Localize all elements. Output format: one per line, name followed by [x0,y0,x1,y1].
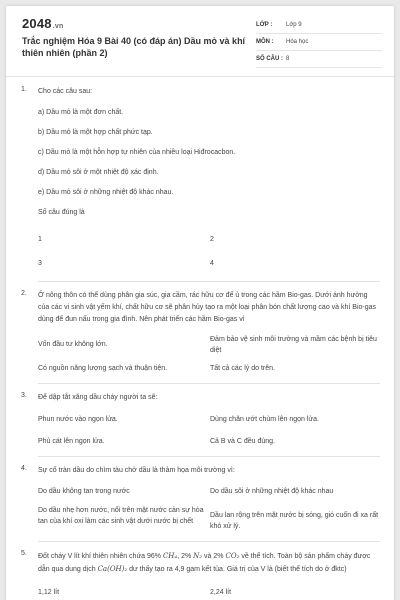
question-number: 4. [21,465,27,472]
question-text [38,550,380,576]
answer-option-d[interactable]: 4 [210,260,214,267]
logo-tld: .vn [52,23,64,30]
statement: b) Dầu mỏ là một hợp chất phức tạp. [38,129,153,136]
meta-row-count [256,51,382,68]
meta-row-subject [256,34,382,51]
question-divider [38,541,380,542]
answer-options [38,334,380,374]
question-divider [38,383,380,384]
answer-options [38,587,380,598]
meta-label: SỐ CÂU : [256,56,283,62]
question-text: Ở nông thôn có thể dùng phân gia súc, gia cầm, rác hữu cơ để ủ trong các hầm Bio-gas. Dưới ánh hưởng của các vi sinh vật yếm khí, chất hữu cơ sẽ phân hủy tạo ra một loại phân bón chất lượng cao và khí Bio-gas dùng để đun nấu trong gia đình. Nên phát triển các hầm Bio-gas vì [38,292,377,323]
meta-row-grade [256,17,382,34]
question-text-part: Đốt cháy V lít khí thiên nhiên chứa 96% [38,553,163,560]
formula-n2: N₂ [193,552,203,560]
answer-options [38,414,380,447]
question-3 [6,392,394,457]
question-1 [6,86,394,282]
document-page [6,6,394,600]
question-number: 1. [21,86,27,93]
answer-option-b[interactable]: 2 [210,236,214,243]
question-number: 2. [21,290,27,297]
question-divider [38,456,380,457]
question-divider [38,281,380,282]
statement: c) Dầu mỏ là một hỗn hợp tự nhiên của nhiều loại Hiđrocacbon. [38,149,236,156]
answer-option-a[interactable]: Phun nước vào ngọn lửa. [38,416,118,423]
answer-option-d[interactable]: Dầu lan rộng trên mặt nước bị sóng, gió cuốn đi xa rất khó xử lý. [210,512,379,530]
meta-value: Lớp 9 [286,22,302,28]
answer-option-a[interactable]: 1 [38,236,42,243]
answer-options [38,234,380,269]
question-text-part: về thể tích. Toàn bộ sản phẩm cháy được dẫn qua dung dịch [38,553,371,573]
question-text-part: dư thấy tạo ra 4,9 gam kết tủa. Giá trị của V là (biết thể tích do ở đktc) [127,566,347,573]
answer-option-d[interactable]: Tất cả các lý do trên. [210,365,275,372]
question-text: Sự cố tràn dầu do chìm tàu chở dầu là thảm họa môi trường vì: [38,467,235,474]
meta-value: 8 [286,56,290,62]
answer-option-b[interactable]: Do dầu sôi ở những nhiệt độ khác nhau [210,488,334,495]
question-text-part: và 2% [202,553,226,560]
formula-caoh2: Ca(OH)₂ [97,565,128,573]
question-list [6,86,394,598]
question-number: 3. [21,392,27,399]
answer-option-c[interactable]: Do dầu nhẹ hơn nước, nổi trên mặt nước cản sự hòa tan của khí oxi làm các sinh vật dưới nước bị chết [38,507,204,525]
meta-label: LỚP : [256,22,273,28]
header-divider [6,76,394,77]
question-text: Để dập tắt xăng dầu cháy người ta sẽ: [38,394,158,401]
document-meta [256,17,382,68]
answer-option-a[interactable]: 1,12 lít [38,589,60,596]
meta-value: Hóa học [286,39,309,45]
question-4 [6,465,394,542]
statement: a) Dầu mỏ là một đơn chất. [38,109,124,116]
answer-option-a[interactable]: Do dầu không tan trong nước [38,488,130,495]
statement: d) Dầu mỏ sôi ở một nhiệt độ xác định. [38,169,159,176]
answer-option-d[interactable]: Cả B và C đều đúng. [210,438,275,445]
formula-co2: CO₂ [225,552,240,560]
question-2 [6,290,394,384]
answer-option-a[interactable]: Vốn đầu tư không lớn. [38,341,108,348]
logo-text: 2048 [22,16,52,31]
question-text-part: , 2% [177,553,194,560]
answer-option-b[interactable]: Dùng chăn ướt chùm lên ngọn lửa. [210,416,319,423]
answer-option-b[interactable]: Đảm bảo vệ sinh môi trường và mầm các bệnh bị tiêu diệt [210,336,377,354]
answer-options [38,486,380,532]
document-header [6,6,394,70]
document-title: Trắc nghiệm Hóa 9 Bài 40 (có đáp án) Dầu mỏ và khí thiên nhiên (phần 2) [22,36,246,58]
site-logo[interactable] [22,16,63,31]
answer-option-c[interactable]: Có nguồn năng lượng sạch và thuận tiện. [38,365,168,372]
answer-option-c[interactable]: Phủ cát lên ngọn lửa. [38,438,105,445]
answer-option-c[interactable]: 3 [38,260,42,267]
statement: e) Dầu mỏ sôi ở những nhiệt độ khác nhau. [38,189,174,196]
statement-prompt: Số câu đúng là [38,209,85,216]
question-text: Cho các câu sau: [38,88,93,95]
formula-ch4: CH₄ [162,552,178,560]
answer-option-b[interactable]: 2,24 lít [210,589,232,596]
meta-label: MÔN : [256,39,274,45]
question-number: 5. [21,550,27,557]
question-5 [6,550,394,598]
